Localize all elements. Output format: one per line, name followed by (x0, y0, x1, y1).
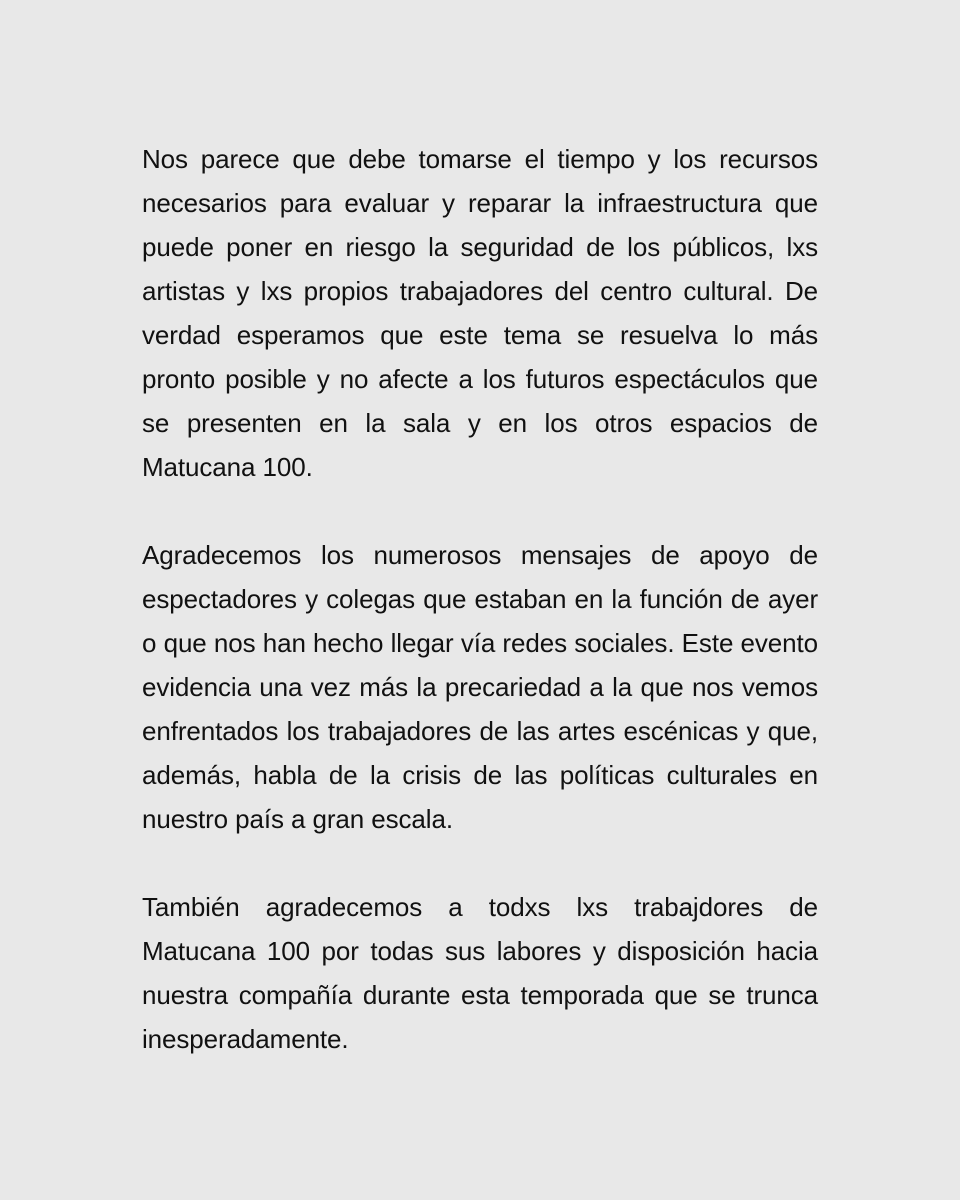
statement-paragraph-3: También agradecemos a todxs lxs trabajdores de Matucana 100 por todas sus labores y disposición hacia nuestra compañía durante esta temporada que se trunca inesperadamente. (142, 892, 818, 1054)
statement-text (142, 137, 818, 1061)
statement-paragraph-1: Nos parece que debe tomarse el tiempo y los recursos necesarios para evaluar y reparar la infraestructura que puede poner en riesgo la seguridad de los públicos, lxs artistas y lxs propios trabajadores del centro cultural. De verdad esperamos que este tema se resuelva lo más pronto posible y no afecte a los futuros espectáculos que se presenten en la sala y en los otros espacios de Matucana 100. (142, 144, 818, 482)
statement-paragraph-2: Agradecemos los numerosos mensajes de apoyo de espectadores y colegas que estaban en la función de ayer o que nos han hecho llegar vía redes sociales. Este evento evidencia una vez más la precariedad a la que nos vemos enfrentados los trabajadores de las artes escénicas y que, además, habla de la crisis de las políticas culturales en nuestro país a gran escala. (142, 540, 818, 834)
